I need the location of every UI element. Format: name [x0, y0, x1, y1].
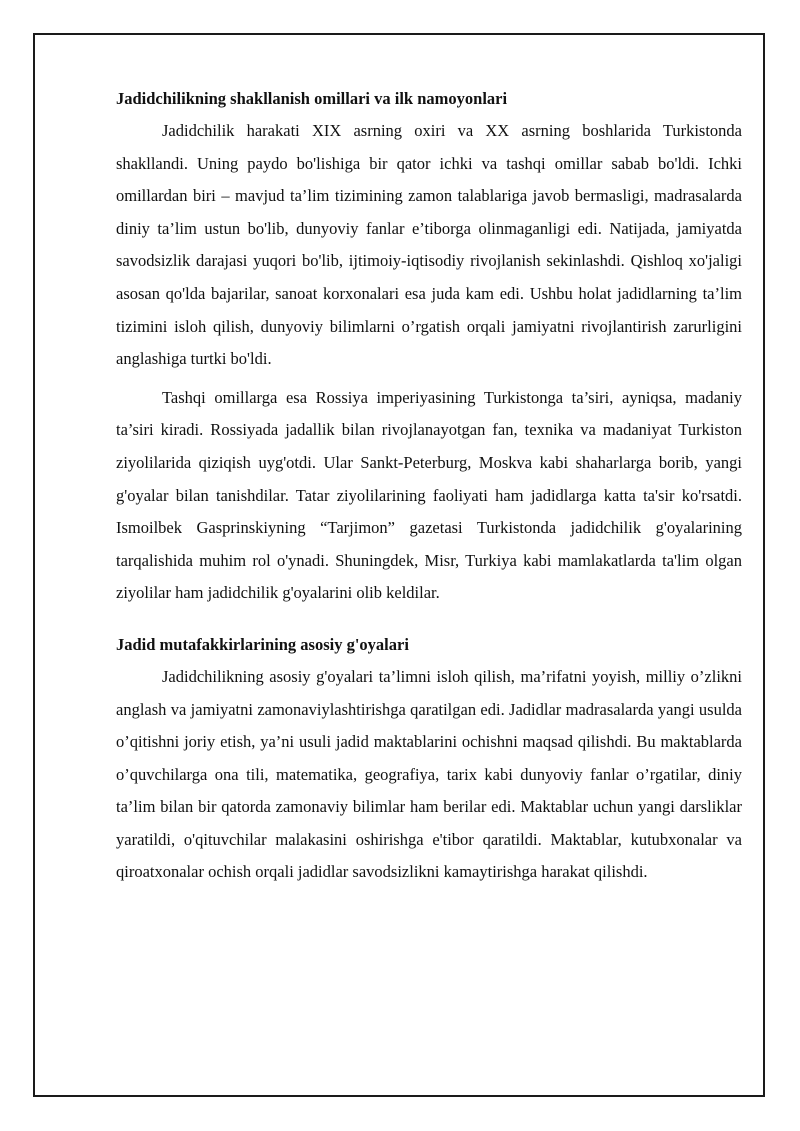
document-body: [116, 82, 742, 889]
section-heading: Jadid mutafakkirlarining asosiy g'oyalari: [116, 634, 409, 654]
paragraph: Jadidchilik harakati XIX asrning oxiri va XX asrning boshlarida Turkistonda shakllandi. Uning paydo bo'lishiga bir qator ichki va tashqi omillar sabab bo'ldi. Ichki omillardan biri – mavjud ta’lim tizimining zamon talablariga javob bermasligi, madrasalarda diniy ta’lim ustun bo'lib, dunyoviy fanlar e’tiborga olinmaganligi edi. Natijada, jamiyatda savodsizlik darajasi yuqori bo'lib, ijtimoiy-iqtisodiy rivojlanish sekinlashdi. Qishloq xo'jaligi asosan qo'lda bajarilar, sanoat korxonalari esa juda kam edi. Ushbu holat jadidlarning ta’lim tizimini isloh qilish, dunyoviy bilimlarni o’rgatish orqali jamiyatni rivojlantirish zarurligini anglashiga turtki bo'ldi.: [116, 121, 742, 369]
section-formation: [116, 82, 742, 610]
paragraph: Jadidchilikning asosiy g'oyalari ta’limni isloh qilish, ma’rifatni yoyish, milliy o’zlikni anglash va jamiyatni zamonaviylashtirishga qaratilgan edi. Jadidlar madrasalarda yangi usulda o’qitishni joriy etish, ya’ni usuli jadid maktablarini ochishni maqsad qilishdi. Bu maktablarda o’quvchilarga ona tili, matematika, geografiya, tarix kabi dunyoviy fanlar o’rgatilar, diniy ta’lim bilan bir qatorda zamonaviy bilimlar ham berilar edi. Maktablar uchun yangi darsliklar yaratildi, o'qituvchilar malakasini oshirishga e'tibor qaratildi. Maktablar, kutubxonalar va qiroatxonalar ochish orqali jadidlar savodsizlikni kamaytirishga harakat qilishdi.: [116, 666, 742, 882]
section-heading: Jadidchilikning shakllanish omillari va ilk namoyonlari: [116, 89, 508, 108]
paragraph: Tashqi omillarga esa Rossiya imperiyasining Turkistonga ta’siri, ayniqsa, madaniy ta’siri kiradi. Rossiyada jadallik bilan rivojlanayotgan fan, texnika va madaniyat Turkiston ziyolilarida qiziqish uyg'otdi. Ular Sankt-Peterburg, Moskva kabi shaharlarga borib, yangi g'oyalar bilan tanishdilar. Tatar ziyolilarining faoliyati ham jadidlarga katta ta'sir ko'rsatdi. Ismoilbek Gasprinskiyning “Tarjimon” gazetasi Turkistonda jadidchilik g'oyalarining tarqalishida muhim rol o'ynadi. Shuningdek, Misr, Turkiya kabi mamlakatlarda ta'lim olgan ziyolilar ham jadidchilik g'oyalarini olib keldilar.: [116, 387, 742, 603]
section-ideas: [116, 628, 742, 889]
